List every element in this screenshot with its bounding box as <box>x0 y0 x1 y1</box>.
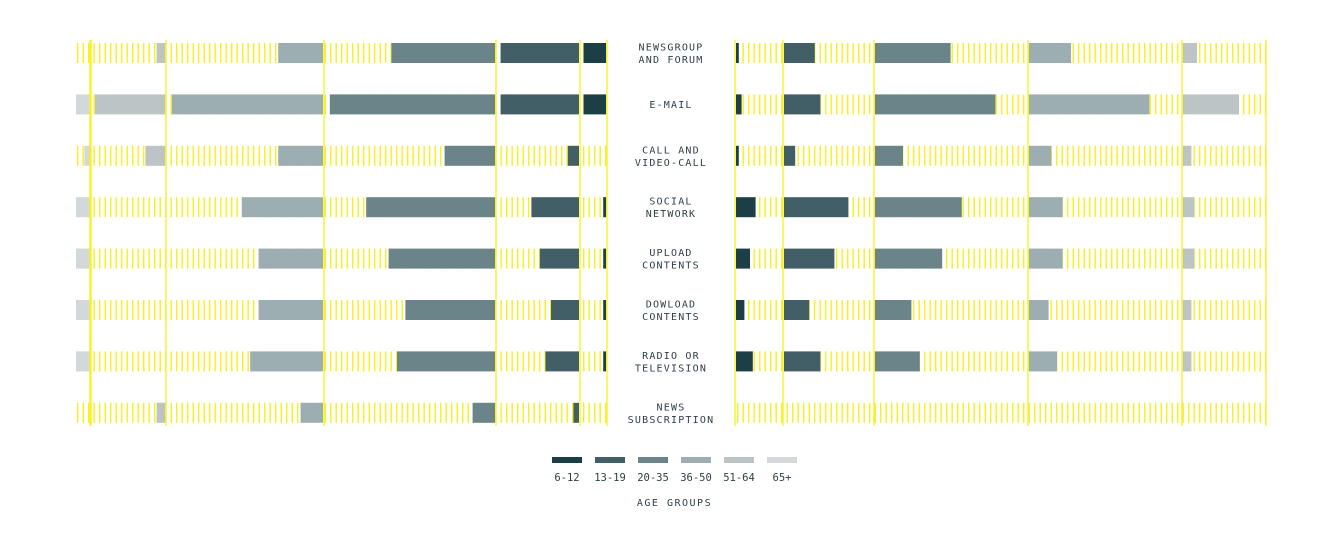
legend-label-13-19: 13-19 <box>594 472 626 484</box>
bar-right-13-19 <box>784 146 795 166</box>
legend-title: AGE GROUPS <box>636 498 713 509</box>
bar-left-20-35 <box>405 300 495 320</box>
legend <box>552 457 797 509</box>
bar-right-36-50 <box>1029 43 1071 63</box>
legend-label-36-50: 36-50 <box>680 472 712 484</box>
bar-left-13-19 <box>540 249 579 269</box>
hatch-band-left <box>75 351 607 371</box>
bar-left-13-19 <box>531 197 579 217</box>
category-label: E-MAIL <box>649 99 693 111</box>
bar-left-13-19 <box>551 300 579 320</box>
bar-left-13-19 <box>501 94 579 114</box>
bar-right-13-19 <box>784 94 820 114</box>
category-label: RADIO OR TELEVISION <box>634 350 708 375</box>
bar-left-36-50 <box>278 43 323 63</box>
legend-swatch-51-64 <box>724 457 754 463</box>
hatch-band-left <box>75 249 607 269</box>
legend-swatch-13-19 <box>595 457 625 463</box>
bar-right-51-64 <box>1183 94 1239 114</box>
bar-right-20-35 <box>875 43 951 63</box>
bar-right-36-50 <box>1029 351 1057 371</box>
bar-left-36-50 <box>242 197 323 217</box>
bar-left-6-12 <box>603 249 606 269</box>
bar-right-13-19 <box>784 351 820 371</box>
bar-right-6-12 <box>736 43 739 63</box>
legend-label-6-12: 6-12 <box>554 472 580 484</box>
bar-left-6-12 <box>584 94 606 114</box>
bar-left-36-50 <box>301 403 323 423</box>
legend-label-51-64: 51-64 <box>723 472 755 484</box>
bar-right-51-64 <box>1183 351 1191 371</box>
legend-swatch-36-50 <box>681 457 711 463</box>
bar-right-20-35 <box>875 146 903 166</box>
bar-right-36-50 <box>1029 197 1063 217</box>
bar-left-20-35 <box>391 43 495 63</box>
bar-right-20-35 <box>875 197 962 217</box>
bar-right-20-35 <box>875 249 942 269</box>
bar-left-6-12 <box>603 351 606 371</box>
bar-right-36-50 <box>1029 249 1063 269</box>
bar-right-6-12 <box>736 249 750 269</box>
category-label: UPLOAD CONTENTS <box>642 248 700 272</box>
bar-right-6-12 <box>736 300 744 320</box>
bar-left-51-64 <box>157 43 165 63</box>
bar-left-65+ <box>76 197 90 217</box>
legend-swatch-65+ <box>767 457 797 463</box>
bar-left-6-12 <box>603 300 606 320</box>
bar-left-51-64 <box>95 94 165 114</box>
bar-right-13-19 <box>784 300 809 320</box>
bar-left-20-35 <box>330 94 495 114</box>
bar-right-20-35 <box>875 351 920 371</box>
bar-right-51-64 <box>1183 300 1191 320</box>
bar-left-13-19 <box>545 351 579 371</box>
bar-right-13-19 <box>784 249 834 269</box>
bar-right-6-12 <box>736 146 739 166</box>
category-labels <box>628 43 715 426</box>
bar-left-51-64 <box>145 146 165 166</box>
bar-left-20-35 <box>389 249 495 269</box>
bar-left-20-35 <box>445 146 495 166</box>
legend-swatch-6-12 <box>552 457 582 463</box>
category-label: NEWS SUBSCRIPTION <box>627 402 715 426</box>
bar-right-13-19 <box>784 197 848 217</box>
bar-left-65+ <box>84 146 90 166</box>
bar-right-6-12 <box>736 351 753 371</box>
category-label: NEWSGROUP AND FORUM <box>638 42 704 66</box>
legend-label-65+: 65+ <box>772 472 792 484</box>
legend-swatch-20-35 <box>638 457 668 463</box>
bar-left-13-19 <box>501 43 579 63</box>
bar-right-6-12 <box>736 94 742 114</box>
bar-left-20-35 <box>366 197 495 217</box>
bar-left-20-35 <box>473 403 495 423</box>
bar-left-36-50 <box>250 351 323 371</box>
bar-right-6-12 <box>736 197 756 217</box>
hatch-band-left <box>75 197 607 217</box>
bar-right-51-64 <box>1183 43 1197 63</box>
bar-left-6-12 <box>584 43 606 63</box>
bar-right-13-19 <box>784 43 815 63</box>
bar-left-65+ <box>76 300 90 320</box>
bar-right-51-64 <box>1183 197 1194 217</box>
bar-left-65+ <box>76 351 90 371</box>
bar-right-51-64 <box>1183 146 1191 166</box>
bar-left-36-50 <box>172 94 323 114</box>
bar-right-51-64 <box>1183 249 1194 269</box>
hatch-band-left <box>75 403 607 423</box>
bar-left-51-64 <box>157 403 165 423</box>
bar-right-36-50 <box>1029 94 1149 114</box>
category-label: DOWLOAD CONTENTS <box>642 299 700 323</box>
category-label: CALL AND VIDEO-CALL <box>634 145 708 169</box>
bar-right-20-35 <box>875 300 911 320</box>
hatch-band-left <box>75 300 607 320</box>
bar-right-20-35 <box>875 94 995 114</box>
bar-left-13-19 <box>568 146 579 166</box>
hatch-band-right <box>735 403 1269 423</box>
bar-left-13-19 <box>573 403 579 423</box>
bar-left-65+ <box>76 249 90 269</box>
bar-left-65+ <box>76 94 90 114</box>
bar-right-36-50 <box>1029 300 1049 320</box>
legend-label-20-35: 20-35 <box>637 472 669 484</box>
category-label: SOCIAL NETWORK <box>645 196 697 221</box>
bar-right-36-50 <box>1029 146 1051 166</box>
bar-left-6-12 <box>603 197 606 217</box>
bar-left-36-50 <box>259 300 323 320</box>
bar-left-36-50 <box>278 146 323 166</box>
bar-left-36-50 <box>259 249 323 269</box>
bar-left-20-35 <box>397 351 495 371</box>
